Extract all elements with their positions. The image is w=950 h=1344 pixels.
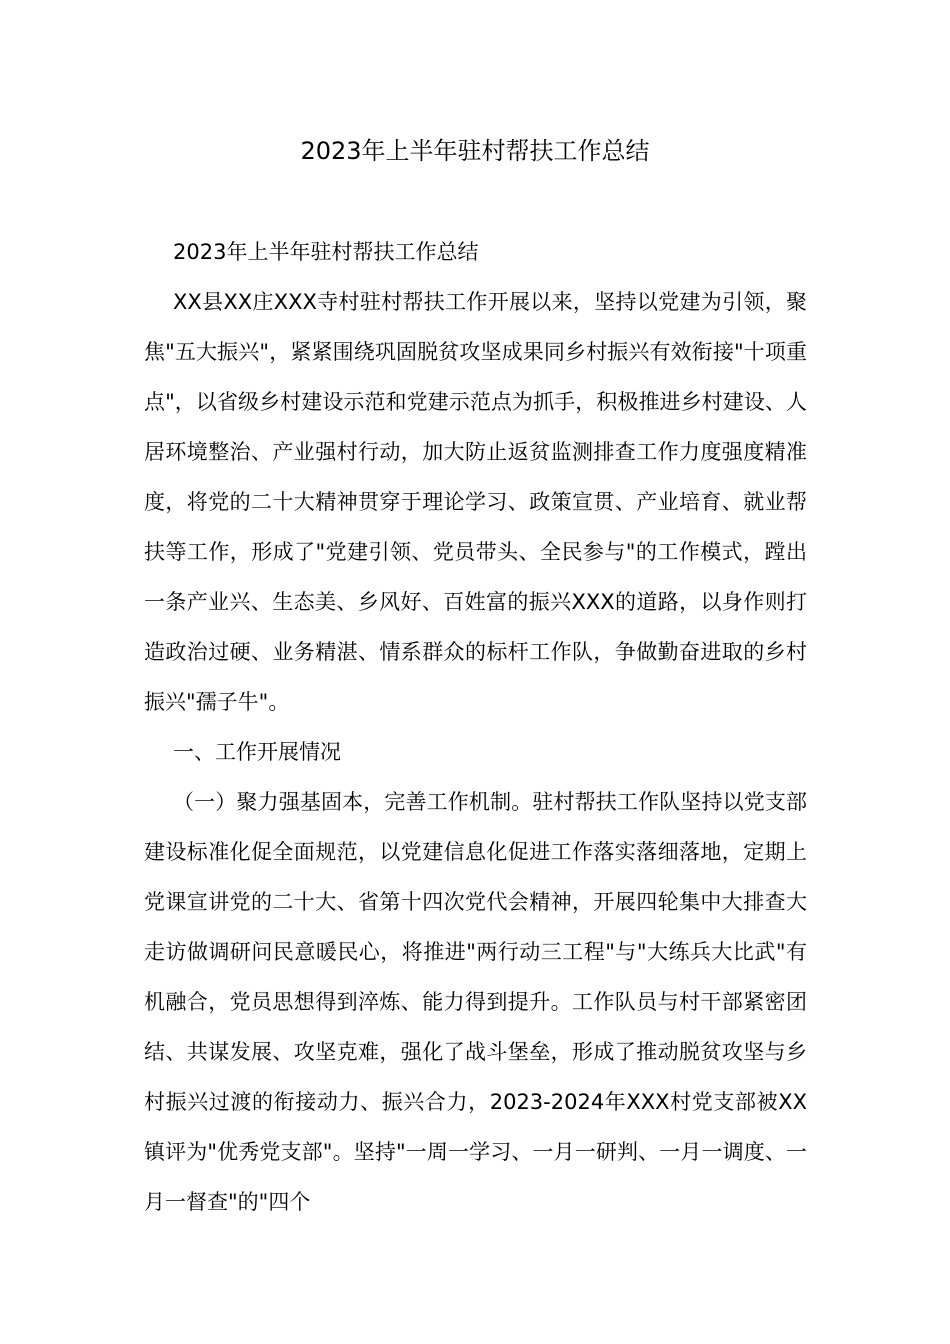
section-paragraph: （一）聚力强基固本，完善工作机制。驻村帮扶工作队坚持以党支部建设标准化促全面规范，以党建信息化促进工作落实落细落地，定期上党课宣讲党的二十大、省第十四次党代会精神，开展四轮集中大排查大走访做调研问民意暖民心，将推进"两行动三工程"与"大练兵大比武"有机融合，党员思想得到淬炼、能力得到提升。工作队员与村干部紧密团结、共谋发展、攻坚克难，强化了战斗堡垒，形成了推动脱贫攻坚与乡村振兴过渡的衔接动力、振兴合力，2023-2024年XXX村党支部被XX镇评为"优秀党支部"。坚持"一周一学习、一月一研判、一月一调度、一月一督查"的"四个	[144, 790, 807, 1214]
document-subtitle: 2023年上半年驻村帮扶工作总结	[173, 240, 479, 264]
document-title: 2023年上半年驻村帮扶工作总结	[300, 137, 650, 165]
section-heading: 一、工作开展情况	[173, 740, 341, 764]
document-body	[144, 227, 807, 1227]
intro-paragraph: XX县XX庄XXX寺村驻村帮扶工作开展以来，坚持以党建为引领，聚焦"五大振兴"，紧紧围绕巩固脱贫攻坚成果同乡村振兴有效衔接"十项重点"，以省级乡村建设示范和党建示范点为抓手，积极推进乡村建设、人居环境整治、产业强村行动，加大防止返贫监测排查工作力度强度精准度，将党的二十大精神贯穿于理论学习、政策宣贯、产业培育、就业帮扶等工作，形成了"党建引领、党员带头、全民参与"的工作模式，蹚出一条产业兴、生态美、乡风好、百姓富的振兴XXX的道路，以身作则打造政治过硬、业务精湛、情系群众的标杆工作队，争做勤奋进取的乡村振兴"孺子牛"。	[144, 290, 807, 714]
